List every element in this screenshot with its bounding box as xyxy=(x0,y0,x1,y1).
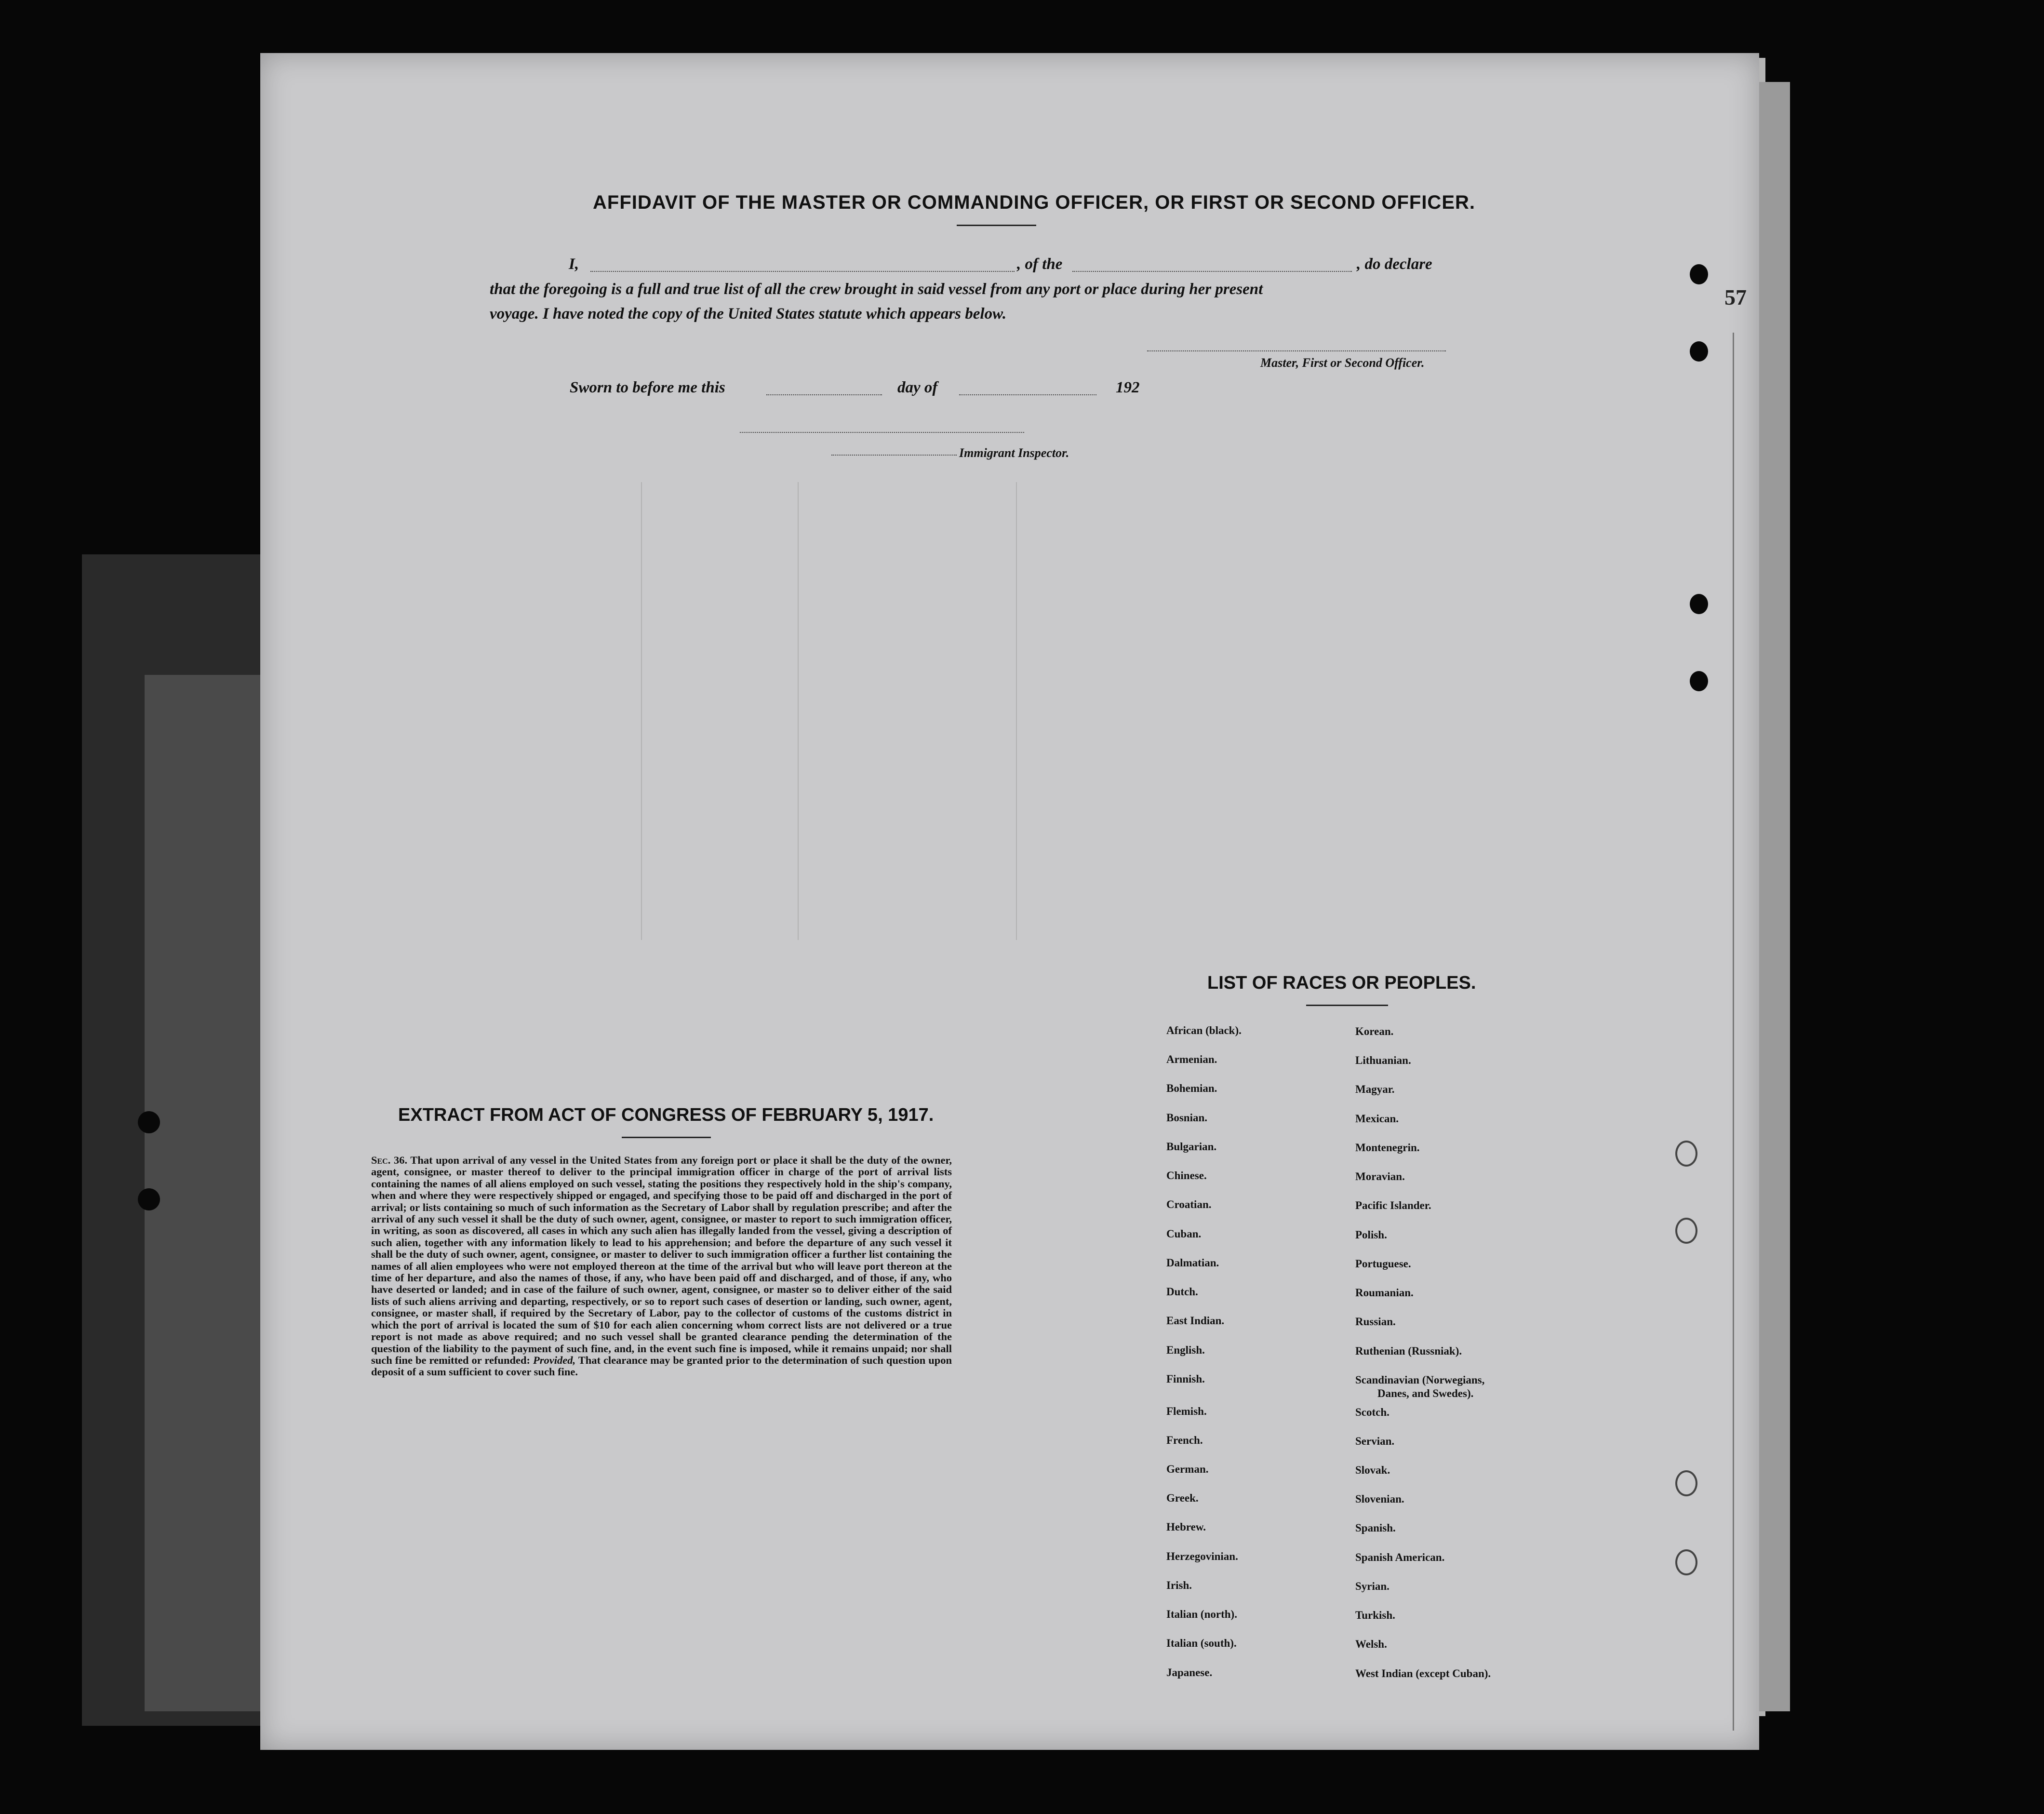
name-blank xyxy=(590,271,1015,272)
punch-hole-ring xyxy=(1675,1549,1697,1575)
races-underline xyxy=(1306,1005,1388,1006)
sworn-day-blank xyxy=(766,394,882,395)
extract-underline xyxy=(622,1137,711,1138)
race-item: Polish. xyxy=(1355,1229,1387,1241)
race-item: Armenian. xyxy=(1166,1053,1217,1065)
page-edge-line xyxy=(1733,333,1734,1731)
race-item: Scandinavian (Norwegians, xyxy=(1355,1374,1485,1386)
punch-hole-ring xyxy=(1675,1470,1697,1496)
race-item: African (black). xyxy=(1166,1024,1242,1036)
race-item: Korean. xyxy=(1355,1025,1394,1037)
race-item: Magyar. xyxy=(1355,1083,1395,1095)
race-item: Bosnian. xyxy=(1166,1112,1208,1124)
race-item: Dutch. xyxy=(1166,1286,1198,1298)
race-item: Spanish American. xyxy=(1355,1551,1445,1563)
section-number: Sec. 36. xyxy=(371,1154,408,1166)
race-item: Flemish. xyxy=(1166,1405,1207,1417)
inspector-line xyxy=(831,455,957,456)
race-item: Cuban. xyxy=(1166,1228,1202,1240)
affidavit-i: I, xyxy=(569,255,579,273)
race-item: French. xyxy=(1166,1434,1203,1446)
race-item-continuation: Danes, and Swedes). xyxy=(1377,1387,1474,1399)
race-item: Pacific Islander. xyxy=(1355,1199,1431,1211)
statute-proviso: That clearance may be granted prior to the determination of such question upon deposit of a sum sufficient to cover such fine. xyxy=(371,1354,952,1378)
year-text: 192 xyxy=(1116,379,1140,396)
affidavit-declare: , do declare xyxy=(1357,255,1432,273)
day-of-text: day of xyxy=(897,379,938,396)
race-item: Italian (north). xyxy=(1166,1608,1237,1620)
race-item: Turkish. xyxy=(1355,1609,1395,1621)
month-blank xyxy=(959,394,1096,395)
race-item: Greek. xyxy=(1166,1492,1199,1504)
sworn-text: Sworn to before me this xyxy=(570,379,725,396)
race-item: Dalmatian. xyxy=(1166,1257,1219,1269)
edge-page-number: 57 xyxy=(1724,285,1747,309)
signature-line xyxy=(1147,350,1446,351)
binding-hole xyxy=(138,1188,160,1210)
race-item: Finnish. xyxy=(1166,1373,1205,1385)
race-item: German. xyxy=(1166,1463,1209,1475)
statute-text xyxy=(371,1155,952,1378)
statute-body: That upon arrival of any vessel in the United States from any foreign port or place it shall be the duty of the owner, agent, consignee, or master thereof to deliver to the principal immigration officer in charge of the port of arrival lists containing the names of all aliens employed on such vessel, stating the positions they respectively hold in the ship's company, when and where they were respectively shipped or engaged, and specifying those to be paid off and discharged in the port of arrival; or lists containing so much of such information as the Secretary of Labor shall by regulation prescribe; and after the arrival of any such vessel it shall be the duty of such owner, agent, consignee, or master to report to such immigration officer, in writing, as soon as discovered, all cases in which any such alien has illegally landed from the vessel, giving a description of such alien, together with any information likely to lead to his apprehension; and before the departure of any such vessel it shall be the duty of such owner, agent, consignee, or master to deliver to such immigration officer a further list containing the names of all alien employees who were not employed thereon at the time of the arrival but who will leave port thereon at the time of her departure, and also the names of those, if any, who have been paid off and discharged, and of those, if any, who have deserted or landed; and in case of the failure of such owner, agent, consignee, or master so to deliver either of the said lists of such aliens arriving and departing, respectively, or so to report such cases of desertion or landing, such owner, agent, consignee, or master shall, if required by the Secretary of Labor, pay to the collector of customs of the customs district in which the port of arrival is located the sum of $10 for each alien concerning whom correct lists are not delivered or a true report is not made as above required; and no such vessel shall be granted clearance pending the determination of the question of the liability to the payment of such fine, and, in the event such fine is imposed, while it remains unpaid; nor shall such fine be remitted or refunded: xyxy=(371,1154,952,1366)
race-item: Ruthenian (Russniak). xyxy=(1355,1345,1462,1357)
extract-title: EXTRACT FROM ACT OF CONGRESS OF FEBRUARY 5, 1917. xyxy=(398,1105,934,1125)
race-item: Chinese. xyxy=(1166,1169,1207,1182)
vessel-blank xyxy=(1072,271,1352,272)
punch-hole-ring xyxy=(1675,1218,1697,1244)
race-item: Portuguese. xyxy=(1355,1258,1411,1270)
manifest-page xyxy=(260,53,1759,1750)
affidavit-line2: that the foregoing is a full and true list of all the crew brought in said vessel from any port or place during her present xyxy=(490,281,1263,298)
race-item: Scotch. xyxy=(1355,1406,1389,1418)
race-item: English. xyxy=(1166,1344,1205,1356)
race-item: Slovak. xyxy=(1355,1464,1390,1476)
punch-hole xyxy=(1690,264,1708,284)
punch-hole-ring xyxy=(1675,1141,1697,1167)
race-item: Bohemian. xyxy=(1166,1082,1217,1094)
bleed-column-line xyxy=(1016,482,1017,940)
race-item: Spanish. xyxy=(1355,1522,1396,1534)
binding-hole xyxy=(138,1111,160,1133)
race-item: Syrian. xyxy=(1355,1580,1389,1592)
title-underline xyxy=(957,225,1036,226)
affidavit-title: AFFIDAVIT OF THE MASTER OR COMMANDING OFFICER, OR FIRST OR SECOND OFFICER. xyxy=(593,192,1475,213)
race-item: Bulgarian. xyxy=(1166,1141,1217,1153)
race-item: Servian. xyxy=(1355,1435,1395,1447)
bleed-column-line xyxy=(798,482,799,940)
signature-label: Master, First or Second Officer. xyxy=(1260,356,1425,370)
punch-hole xyxy=(1690,671,1708,691)
races-title: LIST OF RACES OR PEOPLES. xyxy=(1207,973,1476,993)
race-item: Russian. xyxy=(1355,1316,1396,1328)
affidavit-of-the: , of the xyxy=(1017,255,1063,273)
race-item: Japanese. xyxy=(1166,1666,1213,1679)
inspector-signature-line xyxy=(740,432,1024,433)
race-item: Moravian. xyxy=(1355,1170,1405,1182)
race-item: Roumanian. xyxy=(1355,1287,1414,1299)
statute-provided: Provided, xyxy=(533,1354,576,1366)
race-item: Italian (south). xyxy=(1166,1637,1237,1649)
race-item: Montenegrin. xyxy=(1355,1142,1420,1154)
race-item: Slovenian. xyxy=(1355,1493,1404,1505)
race-item: Mexican. xyxy=(1355,1113,1399,1125)
affidavit-line3: voyage. I have noted the copy of the United States statute which appears below. xyxy=(490,305,1007,322)
race-item: Herzegovinian. xyxy=(1166,1550,1238,1562)
bleed-column-line xyxy=(641,482,642,940)
punch-hole xyxy=(1690,594,1708,614)
left-binding-shadow xyxy=(145,675,260,1711)
race-item: Croatian. xyxy=(1166,1198,1212,1210)
race-item: Irish. xyxy=(1166,1579,1192,1591)
inspector-label: Immigrant Inspector. xyxy=(959,446,1069,460)
race-item: Hebrew. xyxy=(1166,1521,1206,1533)
race-item: Welsh. xyxy=(1355,1638,1387,1650)
race-item: West Indian (except Cuban). xyxy=(1355,1667,1491,1680)
race-item: East Indian. xyxy=(1166,1315,1225,1327)
punch-hole xyxy=(1690,341,1708,362)
race-item: Lithuanian. xyxy=(1355,1054,1411,1066)
